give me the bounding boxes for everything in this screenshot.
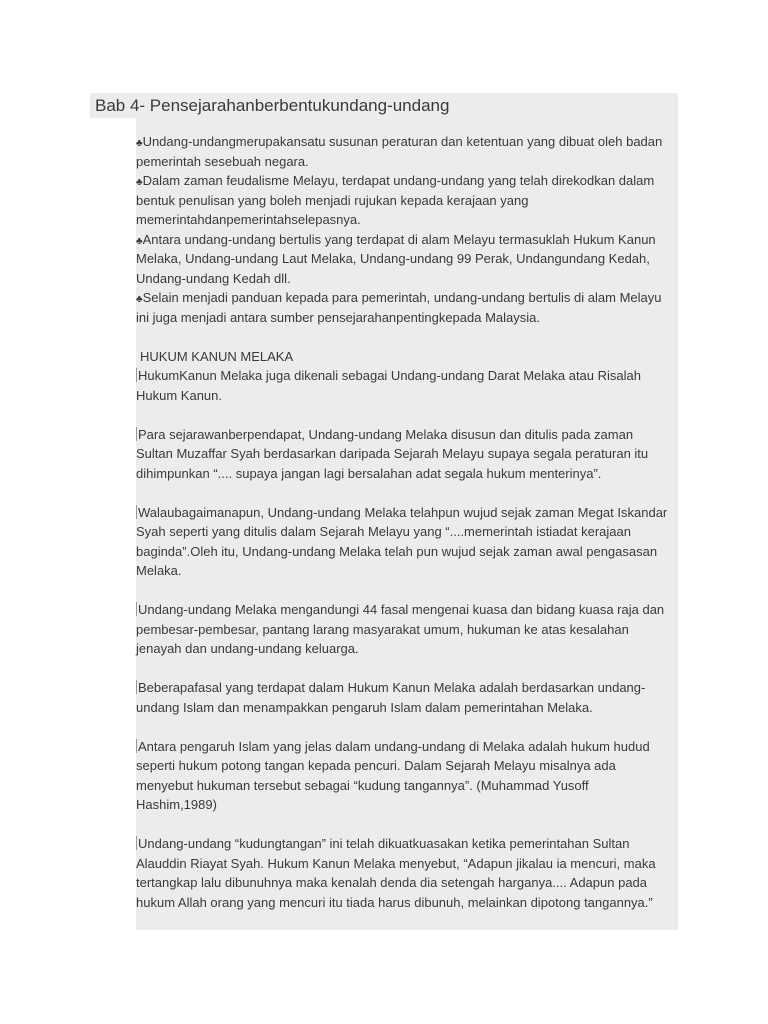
paragraph-line: Beberapafasal yang terdapat dalam Hukum Kanun Melaka adalah berdasarkan undang- xyxy=(138,680,646,695)
section-heading: HUKUM KANUN MELAKA xyxy=(140,348,294,364)
paragraph-marker-icon xyxy=(136,739,137,753)
intro-line: Melaka, Undang-undang Laut Melaka, Undang-undang 99 Perak, Undangundang Kedah, xyxy=(136,251,650,266)
intro-line: ♣Dalam zaman feudalisme Melayu, terdapat undang-undang yang telah direkodkan dalam xyxy=(136,173,655,188)
page-title: Bab 4- Pensejarahanberbentukundang-undang xyxy=(95,96,450,115)
paragraph-line: undang Islam dan menampakkan pengaruh Islam dalam pemerintahan Melaka. xyxy=(136,699,593,715)
paragraph-marker-icon xyxy=(136,680,137,694)
paragraph-line: Undang-undang Melaka mengandungi 44 fasal mengenai kuasa dan bidang kuasa raja dan xyxy=(138,602,665,617)
paragraph-line: Undang-undang “kudungtangan” ini telah dikuatkuasakan ketika pemerintahan Sultan xyxy=(138,836,630,851)
paragraph-marker-icon xyxy=(136,836,137,850)
document-body xyxy=(136,132,678,912)
paragraph-marker-icon xyxy=(136,427,137,441)
paragraph-line: Para sejarawanberpendapat, Undang-undang Melaka disusun dan ditulis pada zaman xyxy=(138,426,634,442)
intro-line: Undang-undang Kedah dll. xyxy=(136,270,291,286)
paragraph-line: baginda”.Oleh itu, Undang-undang Melaka telah pun wujud sejak zaman awal pengasasan xyxy=(136,543,658,559)
intro-line: memerintahdanpemerintahselepasnya. xyxy=(136,212,361,227)
paragraph-line: menyebut hukuman tersebut sebagai “kudung tangannya”. (Muhammad Yusoff xyxy=(136,777,589,793)
paragraph-marker-icon xyxy=(136,368,137,382)
paragraph-line: seperti hukum potong tangan kepada pencuri. Dalam Sejarah Melayu misalnya ada xyxy=(136,758,616,773)
paragraph-line: HukumKanun Melaka juga dikenali sebagai Undang-undang Darat Melaka atau Risalah xyxy=(138,368,641,383)
intro-line: bentuk penulisan yang boleh menjadi rujukan kepada kerajaan yang xyxy=(136,192,529,208)
intro-line: ♣Selain menjadi panduan kepada para pemerintah, undang-undang bertulis di alam Melayu xyxy=(136,290,662,305)
paragraph-line: Melaka. xyxy=(136,563,182,578)
intro-line: ♣Undang-undangmerupakansatu susunan peraturan dan ketentuan yang dibuat oleh badan xyxy=(136,134,663,149)
club-bullet-icon: ♣ xyxy=(136,138,143,149)
paragraph-line: Antara pengaruh Islam yang jelas dalam undang-undang di Melaka adalah hukum hudud xyxy=(138,738,650,754)
paragraph-marker-icon xyxy=(136,505,137,519)
paragraph-line: jenayah dan undang-undang keluarga. xyxy=(136,641,359,656)
club-bullet-icon: ♣ xyxy=(136,294,143,305)
paragraph-line: pembesar-pembesar, pantang larang masyarakat umum, hukuman ke atas kesalahan xyxy=(136,621,629,637)
paragraph-marker-icon xyxy=(136,602,137,616)
paragraph-line: hukum Allah orang yang mencuri itu tiada harus dibunuh, melainkan dipotong tangannya.” xyxy=(136,894,653,910)
paragraph-line: dihimpunkan “.... supaya jangan lagi bersalahan adat segala hukum menterinya”. xyxy=(136,465,602,481)
paragraph-line: Hukum Kanun. xyxy=(136,387,222,403)
paragraph-line: Walaubagaimanapun, Undang-undang Melaka telahpun wujud sejak zaman Megat Iskandar xyxy=(138,504,668,520)
paragraph-line: tertangkap lalu dibunuhnya maka kenalah denda dia setengah harganya.... Adapun pada xyxy=(136,875,648,890)
intro-line: pemerintah sesebuah negara. xyxy=(136,153,309,169)
club-bullet-icon: ♣ xyxy=(136,235,143,247)
intro-line: ini juga menjadi antara sumber pensejarahanpentingkepada Malaysia. xyxy=(136,309,540,325)
paragraph-line: Syah seperti yang ditulis dalam Sejarah Melayu yang “....memerintah istiadat kerajaan xyxy=(136,524,631,539)
paragraph-line: Hashim,1989) xyxy=(136,797,217,812)
club-bullet-icon: ♣ xyxy=(136,177,143,188)
intro-line: ♣Antara undang-undang bertulis yang terdapat di alam Melayu termasuklah Hukum Kanun xyxy=(136,231,656,247)
paragraph-line: Sultan Muzaffar Syah berdasarkan daripada Sejarah Melayu supaya segala peraturan itu xyxy=(136,446,649,461)
paragraph-line: Alauddin Riayat Syah. Hukum Kanun Melaka menyebut, “Adapun jikalau ia mencuri, maka xyxy=(136,855,656,871)
